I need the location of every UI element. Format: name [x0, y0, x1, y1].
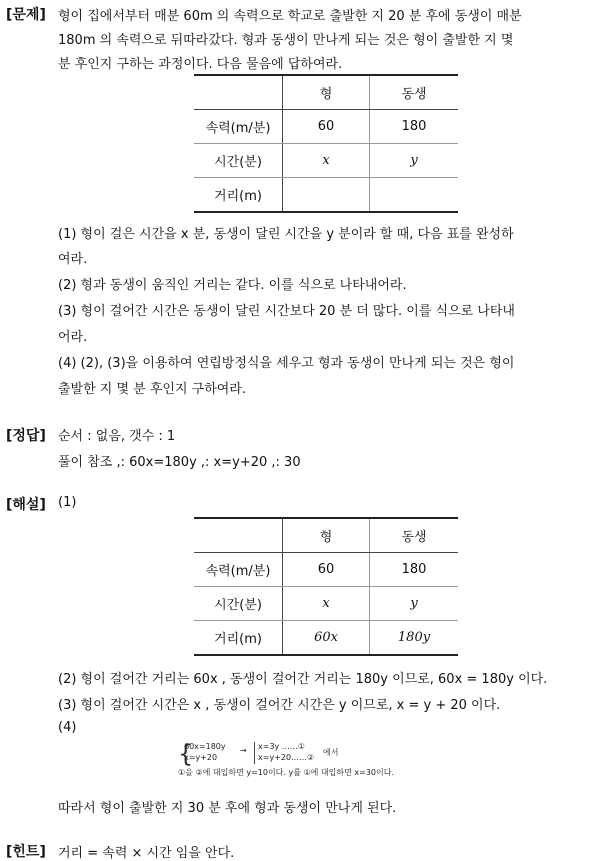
equation-1: 60x=180y: [184, 742, 226, 751]
problem-table-cell: [370, 178, 459, 213]
solution-table-row-label: 속력(m/분): [194, 553, 283, 587]
hint-tag: [힌트]: [6, 844, 46, 860]
solution-table-cell: 60x: [283, 621, 370, 656]
equation-tail: 에서: [323, 748, 339, 757]
solution-table-header-sibling: 동생: [370, 518, 459, 553]
problem-table-cell: 60: [283, 110, 370, 144]
question-1a: (1) 형이 걸은 시간을 x 분, 동생이 달린 시간을 y 분이라 할 때, 다음 표를 완성하: [58, 227, 514, 242]
substitution-note: ①을 ②에 대입하면 y=10이다. y를 ①에 대입하면 x=30이다.: [178, 768, 395, 777]
problem-tag: [문제]: [6, 7, 46, 23]
problem-line-3: 분 후인지 구하는 과정이다. 다음 물음에 답하여라.: [58, 57, 343, 72]
solution-table-header-brother: 형: [283, 518, 370, 553]
problem-line-1: 형이 집에서부터 매분 60m 의 속력으로 학교로 출발한 지 20 분 후에 동생이 매분: [58, 9, 522, 24]
solution-part-4: (4): [58, 720, 77, 735]
answer-tag: [정답]: [6, 428, 46, 444]
problem-table-corner: [194, 75, 283, 110]
question-4b: 출발한 지 몇 분 후인지 구하여라.: [58, 382, 247, 397]
problem-table-header-sibling: 동생: [370, 75, 459, 110]
solution-conclusion: 따라서 형이 출발한 지 30 분 후에 형과 동생이 만나게 된다.: [58, 801, 397, 816]
answer-line-2: 풀이 참조 ,: 60x=180y ,: x=y+20 ,: 30: [58, 455, 301, 470]
left-brace-icon: {: [178, 740, 194, 768]
solution-table-cell: y: [370, 587, 459, 621]
solution-table-cell: 60: [283, 553, 370, 587]
problem-table-row-label: 거리(m): [194, 178, 283, 213]
equation-system: [178, 742, 478, 784]
answer-line-1: 순서 : 없음, 갯수 : 1: [58, 429, 176, 444]
solution-table-corner: [194, 518, 283, 553]
question-3a: (3) 형이 걸어간 시간은 동생이 달린 시간보다 20 분 더 많다. 이를 식으로 나타내: [58, 304, 515, 319]
problem-line-2: 180m 의 속력으로 뒤따라갔다. 형과 동생이 만나게 되는 것은 형이 출발한 지 몇: [58, 33, 514, 48]
problem-table-cell: [283, 178, 370, 213]
solution-part-3: (3) 형이 걸어간 시간은 x , 동생이 걸어간 시간은 y 이므로, x = y + 20 이다.: [58, 698, 501, 713]
equation-3: x=3y ……①: [258, 742, 305, 751]
arrow-right-icon: →: [240, 746, 247, 755]
solution-part-1: (1): [58, 495, 77, 510]
problem-table-cell: x: [283, 144, 370, 178]
solution-table-cell: 180: [370, 553, 459, 587]
problem-table-row-label: 시간(분): [194, 144, 283, 178]
hint-text: 거리 = 속력 × 시간 임을 안다.: [58, 846, 235, 861]
problem-table-header-brother: 형: [283, 75, 370, 110]
solution-table-cell: x: [283, 587, 370, 621]
brace-bar: [254, 742, 255, 764]
problem-table: [194, 74, 458, 213]
equation-2: x=y+20: [184, 753, 218, 762]
problem-table-cell: y: [370, 144, 459, 178]
problem-table-cell: 180: [370, 110, 459, 144]
question-1b: 여라.: [58, 252, 88, 267]
solution-table-row-label: 시간(분): [194, 587, 283, 621]
question-4a: (4) (2), (3)을 이용하여 연립방정식을 세우고 형과 동생이 만나게 되는 것은 형이: [58, 356, 515, 371]
question-3b: 어라.: [58, 330, 88, 345]
equation-4: x=y+20……②: [258, 753, 315, 762]
solution-part-2: (2) 형이 걸어간 거리는 60x , 동생이 걸어간 거리는 180y 이므로, 60x = 180y 이다.: [58, 672, 548, 687]
solution-tag: [해설]: [6, 497, 46, 513]
solution-table: [194, 517, 458, 656]
question-2: (2) 형과 동생이 움직인 거리는 같다. 이를 식으로 나타내어라.: [58, 278, 407, 293]
solution-table-cell: 180y: [370, 621, 459, 656]
solution-table-row-label: 거리(m): [194, 621, 283, 656]
problem-table-row-label: 속력(m/분): [194, 110, 283, 144]
